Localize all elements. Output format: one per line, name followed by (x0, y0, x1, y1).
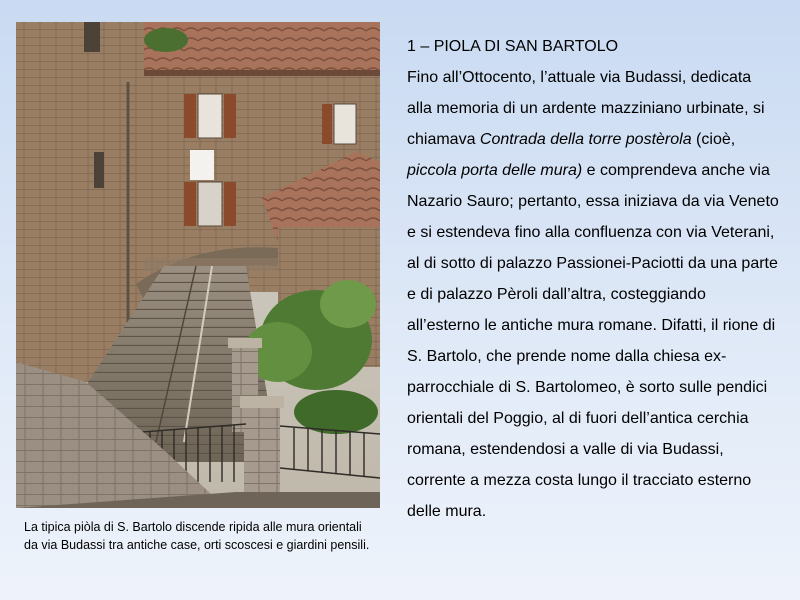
alley-photo (16, 22, 380, 508)
body-text-1: Fino all’Ottocento, l’attuale via Budassi, dedicata alla memoria di un ardente mazziniano urbinate, si chiamava (407, 69, 765, 148)
body-italic-1: Contrada della torre postèrola (479, 131, 692, 148)
article (407, 31, 779, 527)
body-italic-2: piccola porta delle mura) (407, 162, 583, 179)
article-body (407, 62, 779, 527)
photo-caption: La tipica piòla di S. Bartolo discende ripida alle mura orientali da via Budassi tra antiche case, orti scoscesi e giardini pensili. (24, 520, 370, 552)
body-text-2: (cioè, (691, 131, 736, 148)
article-title: 1 – PIOLA DI SAN BARTOLO (407, 38, 619, 55)
alley-photo-illustration (16, 22, 380, 508)
body-text-3: e comprendeva anche via Nazario Sauro; pertanto, essa iniziava da via Veneto e si estendeva fino alla confluenza con via Veterani, al di sotto di palazzo Passionei-Paciotti da una parte e di palazzo Pèroli dall’altra, costeggiando all’esterno le antiche mura romane. Difatti, il rione di S. Bartolo, che prende nome dalla chiesa ex-parrocchiale di S. Bartolomeo, è sorto sulle pendici orientali del Poggio, al di fuori dell’antica cerchia romana, estendendosi a valle di via Budassi, corrente a mezza costa lungo il tracciato esterno delle mura. (407, 162, 779, 520)
